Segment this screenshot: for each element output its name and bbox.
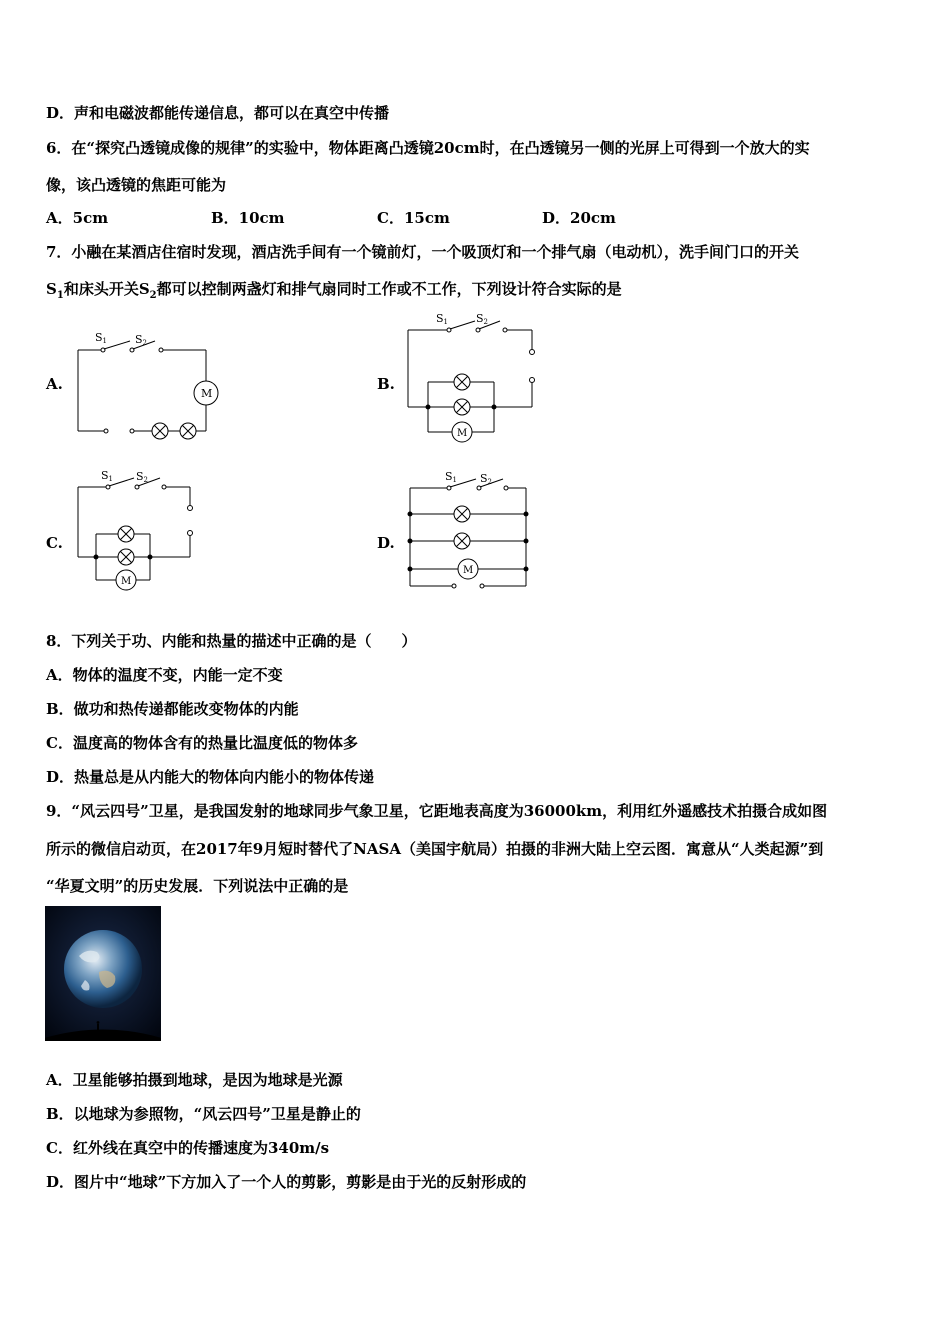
q7-option-c-label: C.	[46, 534, 63, 552]
q6-stem-line1: 6．在“探究凸透镜成像的规律”的实验中，物体距离凸透镜20cm时，在凸透镜另一侧的光屏上可得到一个放大的实	[46, 139, 810, 157]
q8-option-b: B．做功和热传递都能改变物体的内能	[46, 700, 299, 718]
q6-stem-line2: 像，该凸透镜的焦距可能为	[46, 176, 227, 194]
switch-label-s1-d: S1	[445, 470, 458, 484]
earth-image	[45, 906, 161, 1041]
motor-label-c: M	[121, 576, 132, 587]
motor-label-b: M	[457, 428, 468, 439]
circuit-b	[408, 321, 535, 442]
q7-option-b-label: B.	[377, 375, 395, 393]
q9-option-d: D．图片中“地球”下方加入了一个人的剪影，剪影是由于光的反射形成的	[46, 1173, 527, 1191]
circuit-a	[78, 341, 218, 439]
q9-option-b: B．以地球为参照物，“风云四号”卫星是静止的	[46, 1105, 361, 1123]
q7-stem-line2: $S_1$和床头开关$S_2$都可以控制两盏灯和排气扇同时工作或不工作，下列设计符合实际的是	[46, 280, 622, 301]
switch-label-s2-a: S2	[135, 333, 148, 347]
q9-option-c: C．红外线在真空中的传播速度为340m/s	[46, 1139, 330, 1157]
q8-option-d: D．热量总是从内能大的物体向内能小的物体传递	[46, 768, 375, 786]
q7-option-d-label: D.	[377, 534, 395, 552]
motor-label-d: M	[463, 565, 474, 576]
q9-stem-line2: 所示的微信启动页，在2017年9月短时替代了NASA（美国宇航局）拍摄的非洲大陆上空云图．寓意从“人类起源”到	[46, 840, 824, 858]
switch-label-s2-d: S2	[480, 472, 493, 486]
q9-stem-line1: 9．“风云四号”卫星，是我国发射的地球同步气象卫星，它距地表高度为36000km，利用红外遥感技术拍摄合成如图	[46, 802, 828, 820]
q8-stem: 8．下列关于功、内能和热量的描述中正确的是（ ）	[46, 632, 417, 650]
q5-option-d: D．声和电磁波都能传递信息，都可以在真空中传播	[46, 104, 390, 122]
switch-label-s2-c: S2	[136, 470, 149, 484]
q6-option-d: D．20cm	[542, 209, 616, 227]
q7-circuit-diagrams	[0, 0, 950, 620]
q6-option-a: A．5cm	[46, 209, 109, 227]
q9-option-a: A．卫星能够拍摄到地球，是因为地球是光源	[46, 1071, 343, 1089]
q8-option-a: A．物体的温度不变，内能一定不变	[46, 666, 283, 684]
switch-label-s1-b: S1	[436, 312, 449, 326]
q9-stem-line3: “华夏文明”的历史发展．下列说法中正确的是	[46, 877, 349, 895]
circuit-c	[78, 478, 193, 590]
switch-label-s2-b: S2	[476, 312, 489, 326]
motor-label-a: M	[201, 387, 213, 400]
switch-label-s1-a: S1	[95, 331, 108, 345]
switch-label-s1-c: S1	[101, 469, 114, 483]
q6-option-b: B．10cm	[211, 209, 285, 227]
q7-option-a-label: A.	[46, 375, 63, 393]
q7-stem-line1: 7．小融在某酒店住宿时发现，酒店洗手间有一个镜前灯，一个吸顶灯和一个排气扇（电动机），洗手间门口的开关	[46, 243, 799, 261]
q8-option-c: C．温度高的物体含有的热量比温度低的物体多	[46, 734, 358, 752]
q6-option-c: C．15cm	[377, 209, 450, 227]
